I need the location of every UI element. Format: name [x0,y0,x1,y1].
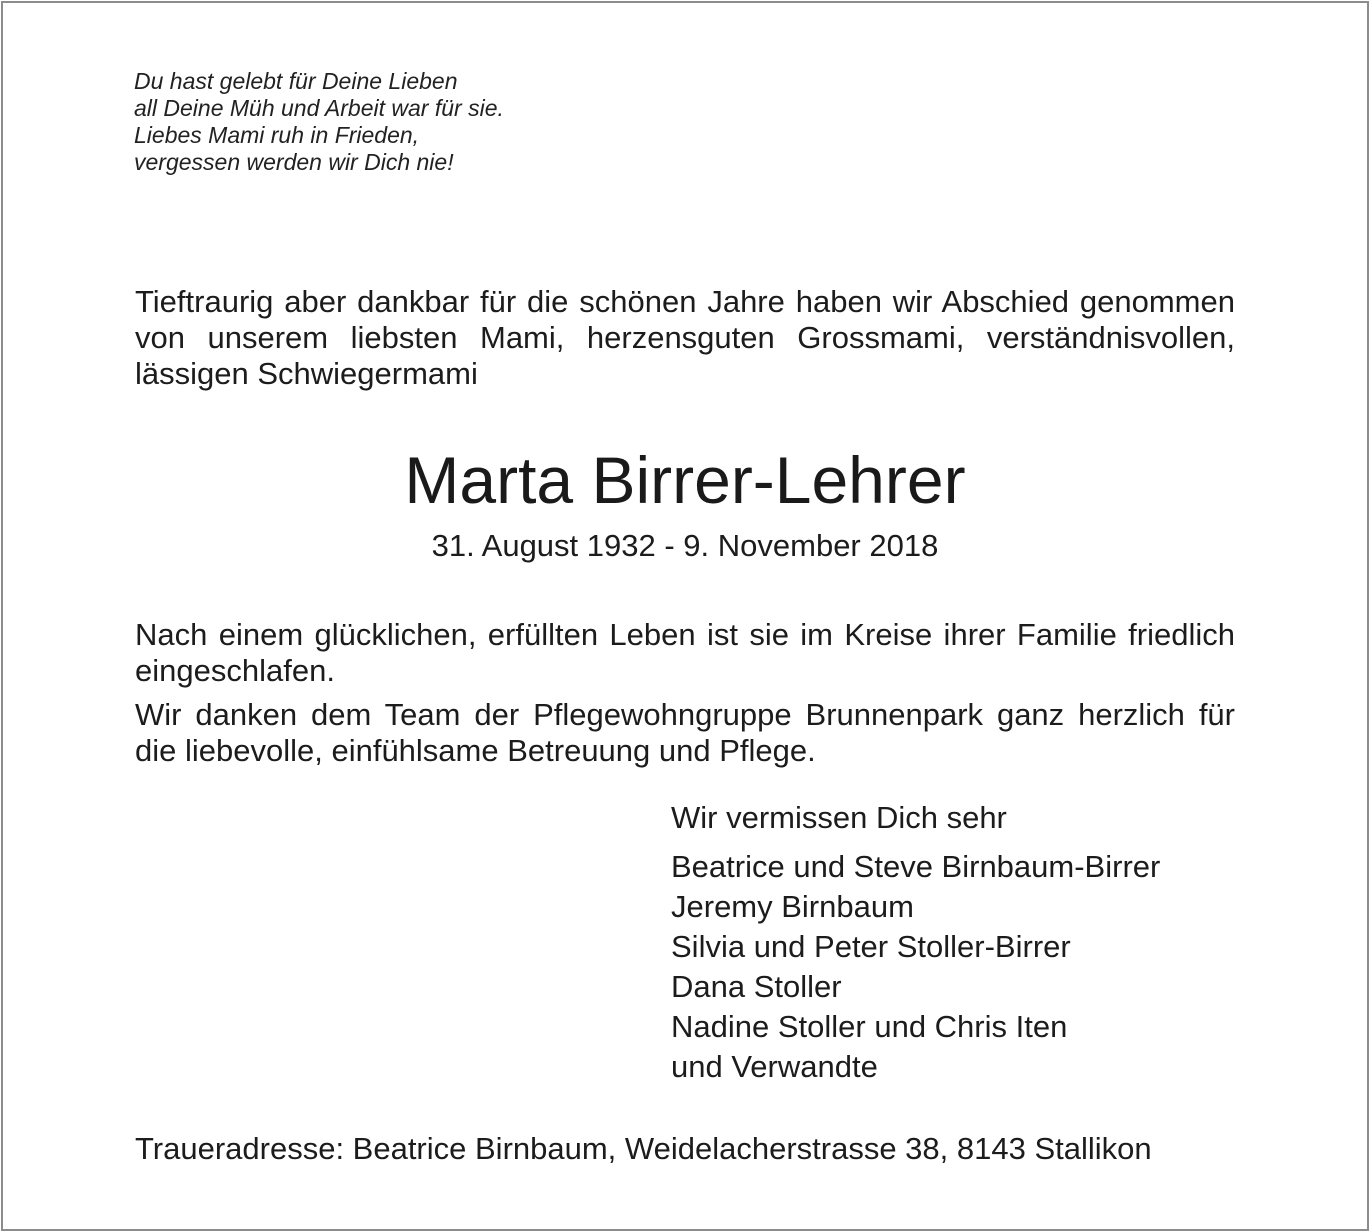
family-member: Nadine Stoller und Chris Iten [671,1009,1068,1044]
mourning-address: Traueradresse: Beatrice Birnbaum, Weidelacherstrasse 38, 8143 Stallikon [135,1131,1152,1166]
family-member: Jeremy Birnbaum [671,889,914,924]
life-dates: 31. August 1932 - 9. November 2018 [431,528,939,563]
family-member: und Verwandte [671,1049,878,1084]
family-member: Beatrice und Steve Birnbaum-Birrer [671,849,1161,884]
paragraph-thanks: Wir danken dem Team der Pflegewohngruppe Brunnenpark ganz herzlich für die liebevolle, einfühlsame Betreuung und Pflege. [135,697,1235,768]
poem-line: Liebes Mami ruh in Frieden, [134,122,420,148]
signoff: Wir vermissen Dich sehr [671,800,1007,835]
family-member: Silvia und Peter Stoller-Birrer [671,929,1071,964]
family-member: Dana Stoller [671,969,842,1004]
family-list [671,847,1160,1087]
poem-line: all Deine Müh und Arbeit war für sie. [134,95,504,121]
intro-paragraph: Tieftraurig aber dankbar für die schönen Jahre haben wir Abschied genommen von unserem liebsten Mami, herzensguten Grossmami, verständnisvollen, lässigen Schwiegermami [135,284,1235,391]
deceased-name: Marta Birrer-Lehrer [404,443,966,517]
poem [134,68,504,176]
poem-line: vergessen werden wir Dich nie! [134,149,454,175]
poem-line: Du hast gelebt für Deine Lieben [134,68,458,94]
paragraph-passing: Nach einem glücklichen, erfüllten Leben ist sie im Kreise ihrer Familie friedlich eingeschlafen. [135,617,1235,688]
